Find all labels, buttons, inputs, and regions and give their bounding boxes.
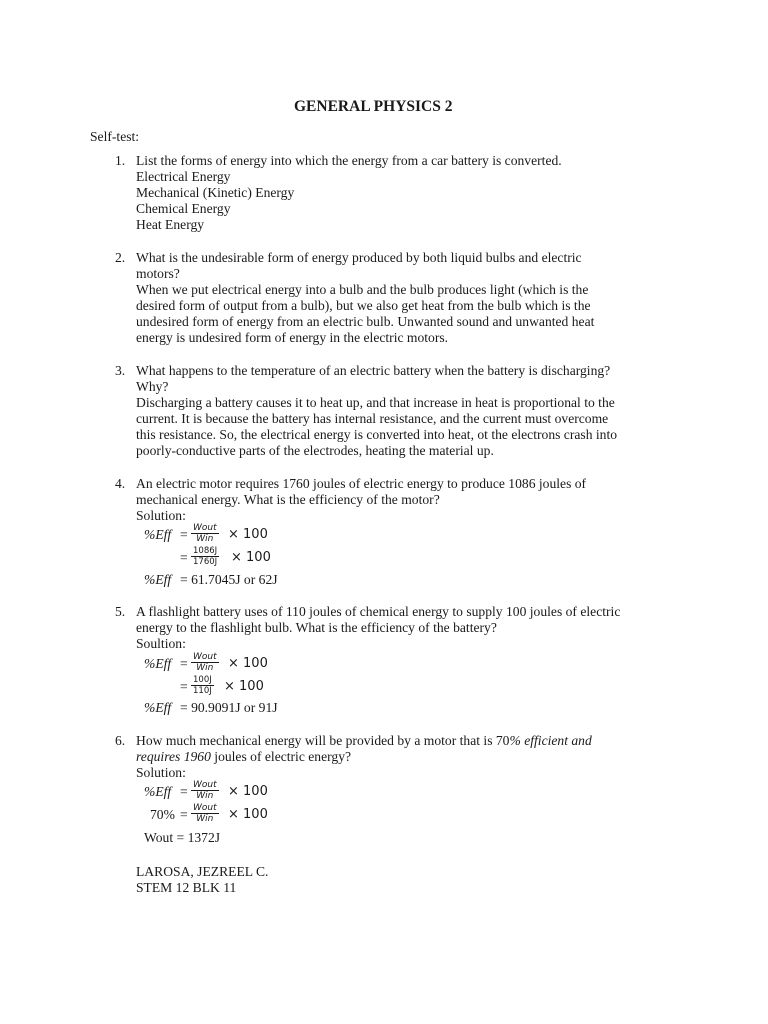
substitution-fraction xyxy=(191,546,219,567)
answer-line: Heat Energy xyxy=(136,217,205,232)
fraction-denominator: Win xyxy=(196,534,214,544)
equals-sign: = xyxy=(180,679,188,694)
text-line: requires 1960 joules of electric energy? xyxy=(136,749,352,764)
text-line: Discharging a battery causes it to heat up, and that increase in heat is proportional to the xyxy=(136,395,615,410)
equals-sign: = xyxy=(180,550,188,565)
fraction-denominator: 110J xyxy=(193,686,212,696)
times-100: × 100 xyxy=(224,679,264,694)
text-line: motors? xyxy=(136,266,180,281)
efficiency-fraction xyxy=(191,803,219,824)
text-line: desired form of output from a bulb), but we also get heat from the bulb which is the xyxy=(136,298,591,313)
eff-label: %Eff xyxy=(144,527,172,542)
answer-line: Mechanical (Kinetic) Energy xyxy=(136,185,295,200)
text-line: What happens to the temperature of an electric battery when the battery is discharging? xyxy=(136,363,611,378)
times-100: × 100 xyxy=(228,784,268,799)
equals-sign: = xyxy=(180,807,188,822)
text-line: energy to the flashlight bulb. What is the efficiency of the battery? xyxy=(136,620,497,635)
question-number: 4. xyxy=(115,476,126,491)
question-number: 5. xyxy=(115,604,126,619)
eff-label: %Eff xyxy=(144,700,172,715)
times-100: × 100 xyxy=(228,656,268,671)
solution-label: Soultion: xyxy=(136,636,186,651)
times-100: × 100 xyxy=(228,807,268,822)
percent-label: 70% xyxy=(150,807,175,822)
answer-line: Electrical Energy xyxy=(136,169,231,184)
question-number: 2. xyxy=(115,250,126,265)
text-line: this resistance. So, the electrical energy is converted into heat, ot the electrons crash into xyxy=(136,427,618,442)
times-100: × 100 xyxy=(231,550,271,565)
text-line: An electric motor requires 1760 joules of electric energy to produce 1086 joules of xyxy=(136,476,587,491)
result-line: Wout = 1372J xyxy=(144,830,221,845)
text-line: A flashlight battery uses of 110 joules of chemical energy to supply 100 joules of electric xyxy=(136,604,621,619)
fraction-numerator: Wout xyxy=(193,780,217,790)
times-100: × 100 xyxy=(228,527,268,542)
eff-label: %Eff xyxy=(144,572,172,587)
fraction-denominator: Win xyxy=(196,791,214,801)
fraction-numerator: Wout xyxy=(193,523,217,533)
fraction-denominator: Win xyxy=(196,663,214,673)
text-line: mechanical energy. What is the efficiency of the motor? xyxy=(136,492,440,507)
text-line: How much mechanical energy will be provided by a motor that is 70% efficient and xyxy=(136,733,592,748)
text-line: poorly-conductive parts of the electrodes, heating the material up. xyxy=(136,443,494,458)
text-line: current. It is because the battery has internal resistance, and the current must overcome xyxy=(136,411,609,426)
eff-label: %Eff xyxy=(144,784,172,799)
fraction-numerator: 1086J xyxy=(193,546,218,556)
question-number: 1. xyxy=(115,153,126,168)
student-name: LAROSA, JEZREEL C. xyxy=(136,864,269,879)
substitution-fraction xyxy=(191,675,214,696)
fraction-denominator: 1760J xyxy=(193,557,218,567)
fraction-numerator: Wout xyxy=(193,652,217,662)
solution-label: Solution: xyxy=(136,508,186,523)
text-line: energy is undesired form of energy in the electric motors. xyxy=(136,330,449,345)
document-title: GENERAL PHYSICS 2 xyxy=(294,98,453,115)
fraction-numerator: 100J xyxy=(193,675,212,685)
question-number: 3. xyxy=(115,363,126,378)
text-line: When we put electrical energy into a bulb and the bulb produces light (which is the xyxy=(136,282,589,297)
equals-sign: = xyxy=(180,784,188,799)
solution-label: Solution: xyxy=(136,765,186,780)
fraction-denominator: Win xyxy=(196,814,214,824)
result-line: = 61.7045J or 62J xyxy=(180,572,278,587)
result-line: = 90.9091J or 91J xyxy=(180,700,278,715)
efficiency-fraction xyxy=(191,523,219,544)
eff-label: %Eff xyxy=(144,656,172,671)
question-text: List the forms of energy into which the energy from a car battery is converted. xyxy=(136,153,562,168)
efficiency-fraction xyxy=(191,780,219,801)
self-test-label: Self-test: xyxy=(90,129,140,144)
equals-sign: = xyxy=(180,656,188,671)
fraction-numerator: Wout xyxy=(193,803,217,813)
equals-sign: = xyxy=(180,527,188,542)
text-line: What is the undesirable form of energy produced by both liquid bulbs and electric xyxy=(136,250,582,265)
question-number: 6. xyxy=(115,733,126,748)
answer-line: Chemical Energy xyxy=(136,201,231,216)
efficiency-fraction xyxy=(191,652,219,673)
text-line: undesired form of energy from an electric bulb. Unwanted sound and unwanted heat xyxy=(136,314,595,329)
student-section: STEM 12 BLK 11 xyxy=(136,880,237,895)
text-line: Why? xyxy=(136,379,169,394)
